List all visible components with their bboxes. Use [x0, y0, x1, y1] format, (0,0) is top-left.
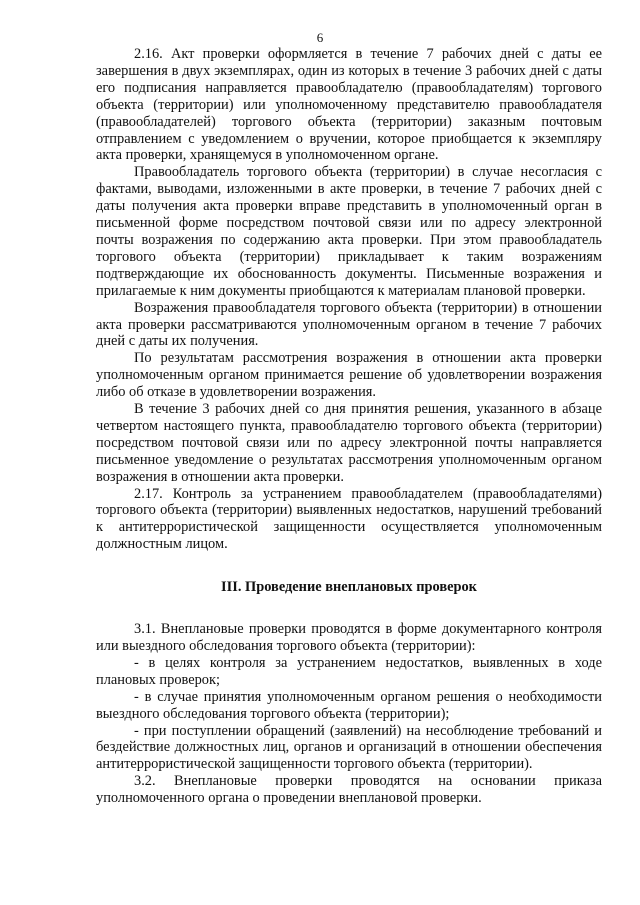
paragraph-2-16: 2.16. Акт проверки оформляется в течение 7 рабочих дней с даты ее завершения в двух экземплярах, один из которых в течение 3 рабочих дней с даты его подписания направляется правообладателю (правообладателям) торгового объекта (территории) или уполномоченному представителю правообладателя (правообладателей) торгового объекта (территории) заказным почтовым отправлением с уведомлением о вручении, которое приобщается к экземпляру акта проверки, хранящемуся в уполномоченном органе. — [96, 46, 602, 164]
paragraph-objection-right: Правообладатель торгового объекта (территории) в случае несогласия с фактами, выводами, изложенными в акте проверки, в течение 7 рабочих дней с даты получения акта проверки вправе представить в уполномоченный орган в письменной форме посредством почтовой связи или по адресу электронной почты возражения по содержанию акта проверки. При этом правообладатель торгового объекта (территории) прикладывает к таким возражениям подтверждающие их обоснованность документы. Письменные возражения и прилагаемые к ним документы приобщаются к материалам плановой проверки. — [96, 164, 602, 299]
page-number: 6 — [316, 30, 324, 45]
paragraph-notification: В течение 3 рабочих дней со дня принятия решения, указанного в абзаце четвертом настоящего пункта, правообладателю торгового объекта (территории) посредством почтовой связи или по адресу электронной почты направляется письменное уведомление о результатах рассмотрения уполномоченным органом возражения в отношении акта проверки. — [96, 401, 602, 485]
list-item: - при поступлении обращений (заявлений) на несоблюдение требований и бездействие должностных лиц, органов и организаций в отношении обеспечения антитеррористической защищенности торгового объекта (территории). — [96, 722, 602, 773]
paragraph-3-2: 3.2. Внеплановые проверки проводятся на основании приказа уполномоченного органа о проведении внеплановой проверки. — [96, 773, 602, 807]
list-item: - в целях контроля за устранением недостатков, выявленных в ходе плановых проверок; — [96, 654, 602, 688]
paragraph-3-1: 3.1. Внеплановые проверки проводятся в форме документарного контроля или выездного обследования торгового объекта (территории): — [96, 621, 602, 654]
paragraph-2-17: 2.17. Контроль за устранением правообладателем (правообладателями) торгового объекта (территории) выявленных недостатков, нарушений требований к антитеррористической защищенности осуществляется уполномоченным должностным лицом. — [96, 485, 602, 553]
document-body — [96, 46, 602, 807]
paragraph-objection-decision: По результатам рассмотрения возражения в отношении акта проверки уполномоченным органом принимается решение об удовлетворении возражения либо об отказе в удовлетворении возражения. — [96, 350, 602, 401]
section-heading: III. Проведение внеплановых проверок — [221, 579, 477, 596]
list-item: - в случае принятия уполномоченным органом решения о необходимости выездного обследования торгового объекта (территории); — [96, 688, 602, 722]
paragraph-objection-review: Возражения правообладателя торгового объекта (территории) в отношении акта проверки рассматриваются уполномоченным органом в течение 7 рабочих дней с даты их получения. — [96, 299, 602, 350]
